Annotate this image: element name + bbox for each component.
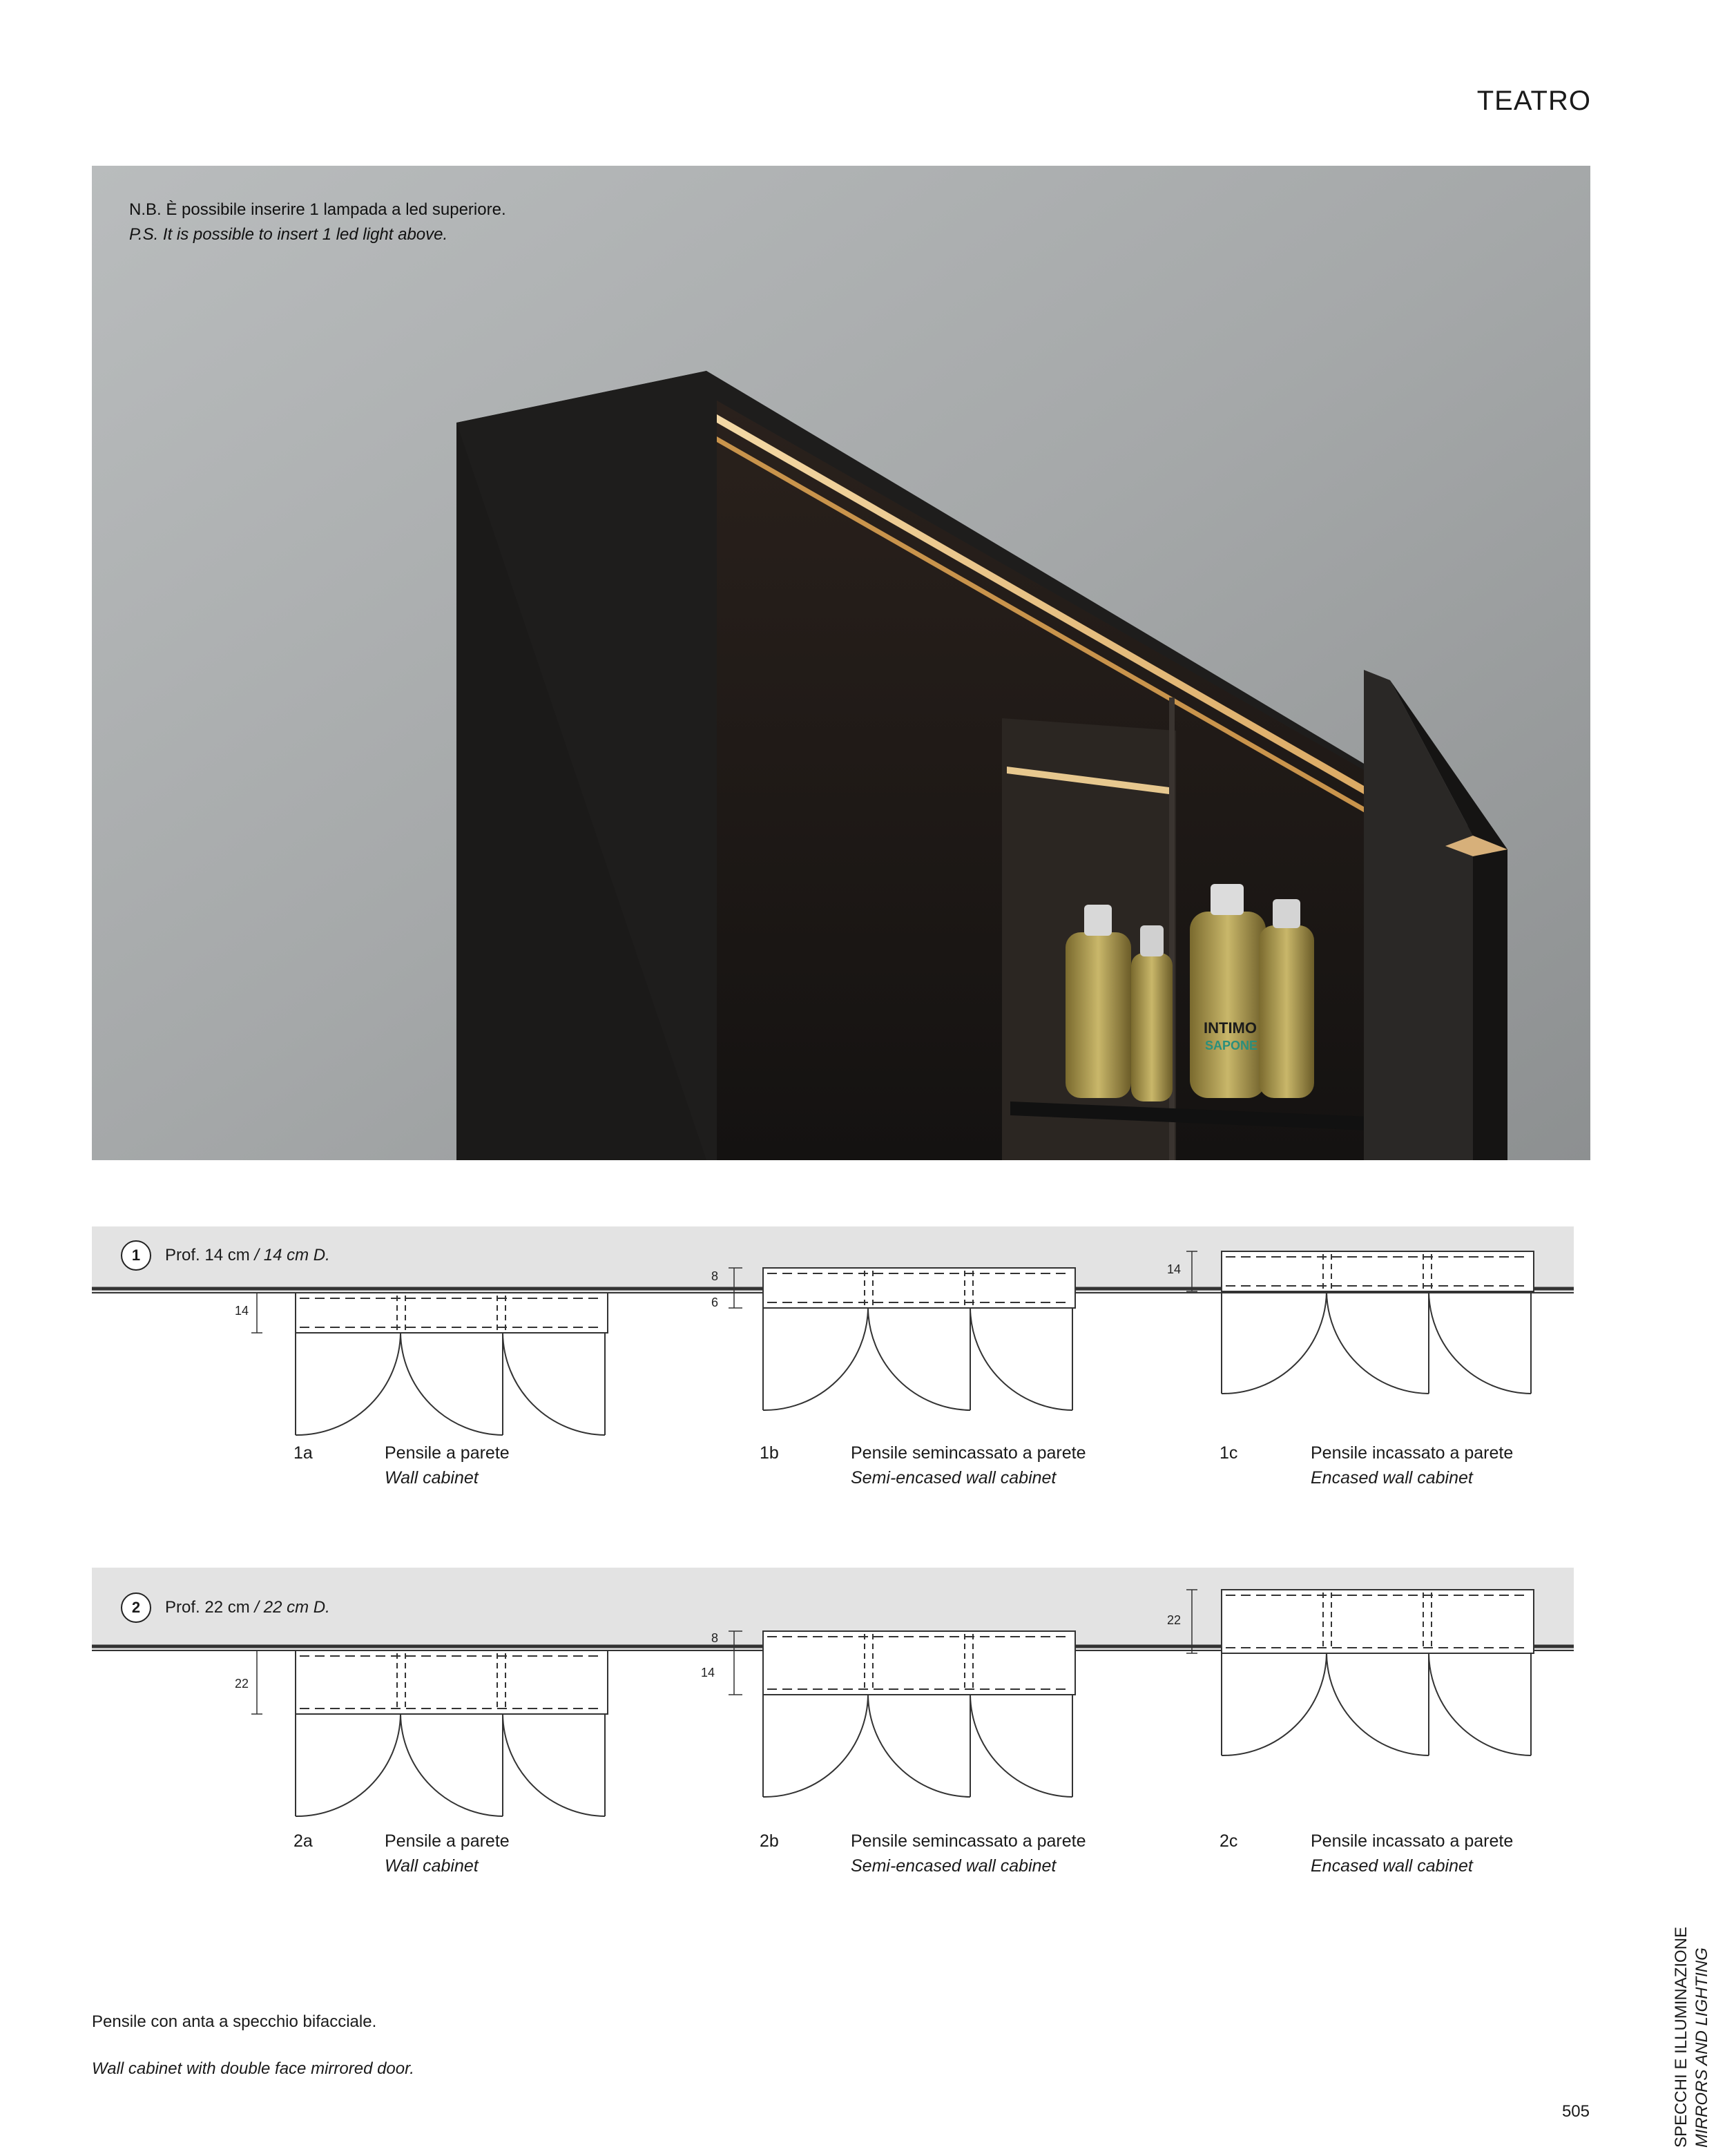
section-side-label — [1671, 1927, 1713, 2148]
caption-2c — [1220, 1829, 1565, 1884]
section-number-1: 1 — [121, 1240, 151, 1271]
caption-name-en: Semi-encased wall cabinet — [851, 1468, 1057, 1488]
section-depth-it-2: Prof. 22 cm — [165, 1598, 250, 1617]
caption-2b — [760, 1829, 1174, 1884]
caption-1a — [293, 1441, 639, 1496]
caption-name-it: Pensile a parete — [385, 1443, 510, 1463]
side-label-en: MIRRORS AND LIGHTING — [1693, 1947, 1711, 2148]
section-depth-it-1: Prof. 14 cm — [165, 1246, 250, 1264]
caption-name-en: Encased wall cabinet — [1311, 1856, 1473, 1876]
dim-2b-bottom: 14 — [701, 1666, 715, 1679]
caption-1b — [760, 1441, 1174, 1496]
caption-code: 2c — [1220, 1831, 1238, 1851]
caption-code: 2b — [760, 1831, 779, 1851]
caption-code: 1b — [760, 1443, 779, 1463]
caption-name-en: Encased wall cabinet — [1311, 1468, 1473, 1488]
side-label-it: SPECCHI E ILLUMINAZIONE — [1672, 1926, 1690, 2148]
bottle-label-2: SAPONE — [1205, 1039, 1258, 1052]
photo-note-en: P.S. It is possible to insert 1 led light above. — [129, 225, 448, 244]
caption-name-it: Pensile incassato a parete — [1311, 1443, 1514, 1463]
caption-code: 1a — [293, 1443, 313, 1463]
dim-1c: 14 — [1167, 1262, 1182, 1276]
caption-name-en: Semi-encased wall cabinet — [851, 1856, 1057, 1876]
caption-2a — [293, 1829, 639, 1884]
dim-1b-bottom: 6 — [711, 1296, 719, 1309]
caption-name-it: Pensile semincassato a parete — [851, 1443, 1086, 1463]
description-en: Wall cabinet with double face mirrored door. — [92, 2059, 414, 2078]
page-number: 505 — [1561, 2102, 1590, 2121]
dim-2c: 22 — [1167, 1613, 1182, 1627]
caption-name-en: Wall cabinet — [385, 1468, 479, 1488]
photo-note-it: N.B. È possibile inserire 1 lampada a led superiore. — [129, 200, 506, 219]
page-title: TEATRO — [1476, 86, 1591, 116]
dim-1b-top: 8 — [711, 1269, 719, 1283]
description-it: Pensile con anta a specchio bifacciale. — [92, 2012, 377, 2031]
dim-2a: 22 — [235, 1677, 249, 1691]
section-depth-en-1: / 14 cm D. — [254, 1246, 330, 1264]
caption-code: 1c — [1220, 1443, 1238, 1463]
dim-2b-top: 8 — [711, 1631, 719, 1645]
caption-name-it: Pensile incassato a parete — [1311, 1831, 1514, 1851]
section-number-2: 2 — [121, 1592, 151, 1623]
caption-name-it: Pensile semincassato a parete — [851, 1831, 1086, 1851]
caption-code: 2a — [293, 1831, 313, 1851]
section-depth-en-2: / 22 cm D. — [254, 1598, 330, 1617]
caption-1c — [1220, 1441, 1565, 1496]
dim-1a: 14 — [235, 1304, 249, 1318]
bottle-label: INTIMO — [1204, 1019, 1257, 1037]
caption-name-it: Pensile a parete — [385, 1831, 510, 1851]
caption-name-en: Wall cabinet — [385, 1856, 479, 1876]
